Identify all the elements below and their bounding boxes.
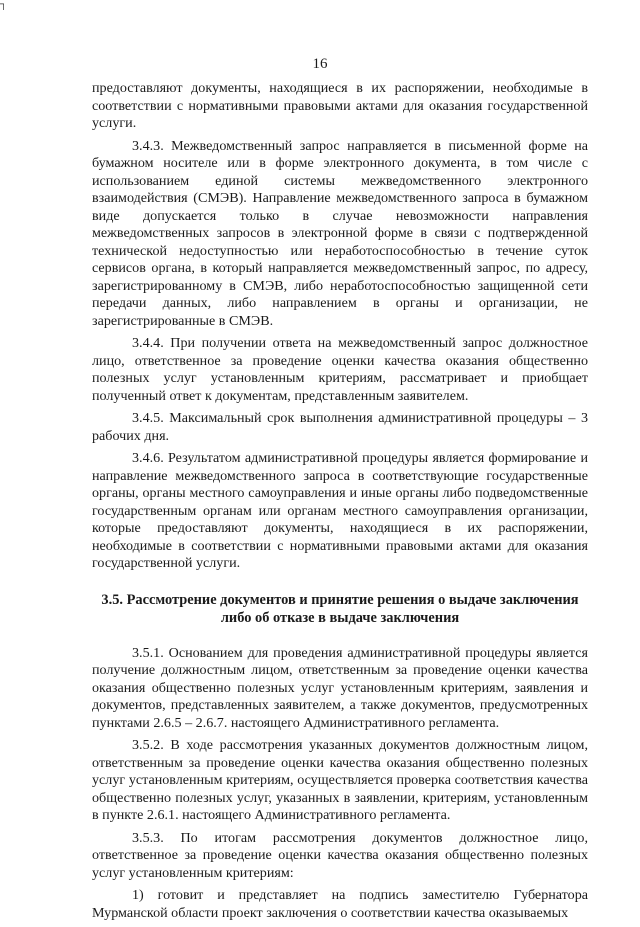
corner-mark: ┐	[0, 0, 8, 10]
paragraph-3-5-2: 3.5.2. В ходе рассмотрения указанных документов должностным лицом, ответственным за проведение оценки качества оказания общественно полезных услуг установленным критериям, осуществляется проверка соответствия качества общественно полезных услуг, указанных в заявлении, критериям, установленным в пункте 2.6.1. настоящего Административного регламента.	[92, 737, 588, 823]
paragraph-3-4-5: 3.4.5. Максимальный срок выполнения административной процедуры – 3 рабочих дня.	[92, 410, 588, 444]
paragraph-3-4-3: 3.4.3. Межведомственный запрос направляется в письменной форме на бумажном носителе или в форме электронного документа, в том числе с использованием единой системы межведомственного электронного взаимодействия (СМЭВ). Направление межведомственного запроса в бумажном виде допускается только в случае невозможности направления межведомственных запросов в электронной форме в связи с подтвержденной технической недоступностью или неработоспособностью в течение суток сервисов органа, в который направляется межведомственный запрос, по адресу, зарегистрированному в СМЭВ, либо неработоспособностью защищенной сети передачи данных, либо направлением в органы и организации, не зарегистрированные в СМЭВ.	[92, 137, 588, 329]
paragraph-3-5-1: 3.5.1. Основанием для проведения административной процедуры является получение должностным лицом, ответственным за проведение оценки качества оказания общественно полезных услуг установленным критериям, заявления и документов, представленных заявителем, а также документов, предусмотренных пунктами 2.6.5 – 2.6.7. настоящего Административного регламента.	[92, 644, 588, 731]
paragraph-3-4-6: 3.4.6. Результатом административной процедуры является формирование и направление межведомственного запроса в соответствующие государственные органы, органы местного самоуправления и иные органы либо подведомственные государственным органам или органам местного самоуправления организации, которые предоставляют документы, находящиеся в их распоряжении, необходимые в соответствии с нормативными правовыми актами для оказания государственной услуги.	[92, 450, 588, 571]
paragraph-3-4-4: 3.4.4. При получении ответа на межведомственный запрос должностное лицо, ответственное за проведение оценки качества оказания общественно полезных услуг установленным критериям, рассматривает и приобщает полученный ответ к документам, представленным заявителем.	[92, 335, 588, 404]
paragraph-continuation: предоставляют документы, находящиеся в их распоряжении, необходимые в соответствии с нормативными правовыми актами для оказания государственной услуги.	[92, 80, 588, 131]
document-body	[92, 80, 588, 927]
page-number: 16	[312, 56, 328, 72]
section-heading-3-5: 3.5. Рассмотрение документов и принятие решения о выдаче заключения либо об отказе в выдаче заключения	[101, 591, 579, 626]
paragraph-3-5-3-item-1: 1) готовит и представляет на подпись заместителю Губернатора Мурманской области проект заключения о соответствии качества оказываемых	[92, 887, 588, 921]
paragraph-3-5-3: 3.5.3. По итогам рассмотрения документов должностное лицо, ответственное за проведение оценки качества оказания общественно полезных услуг установленным критериям:	[92, 829, 588, 881]
